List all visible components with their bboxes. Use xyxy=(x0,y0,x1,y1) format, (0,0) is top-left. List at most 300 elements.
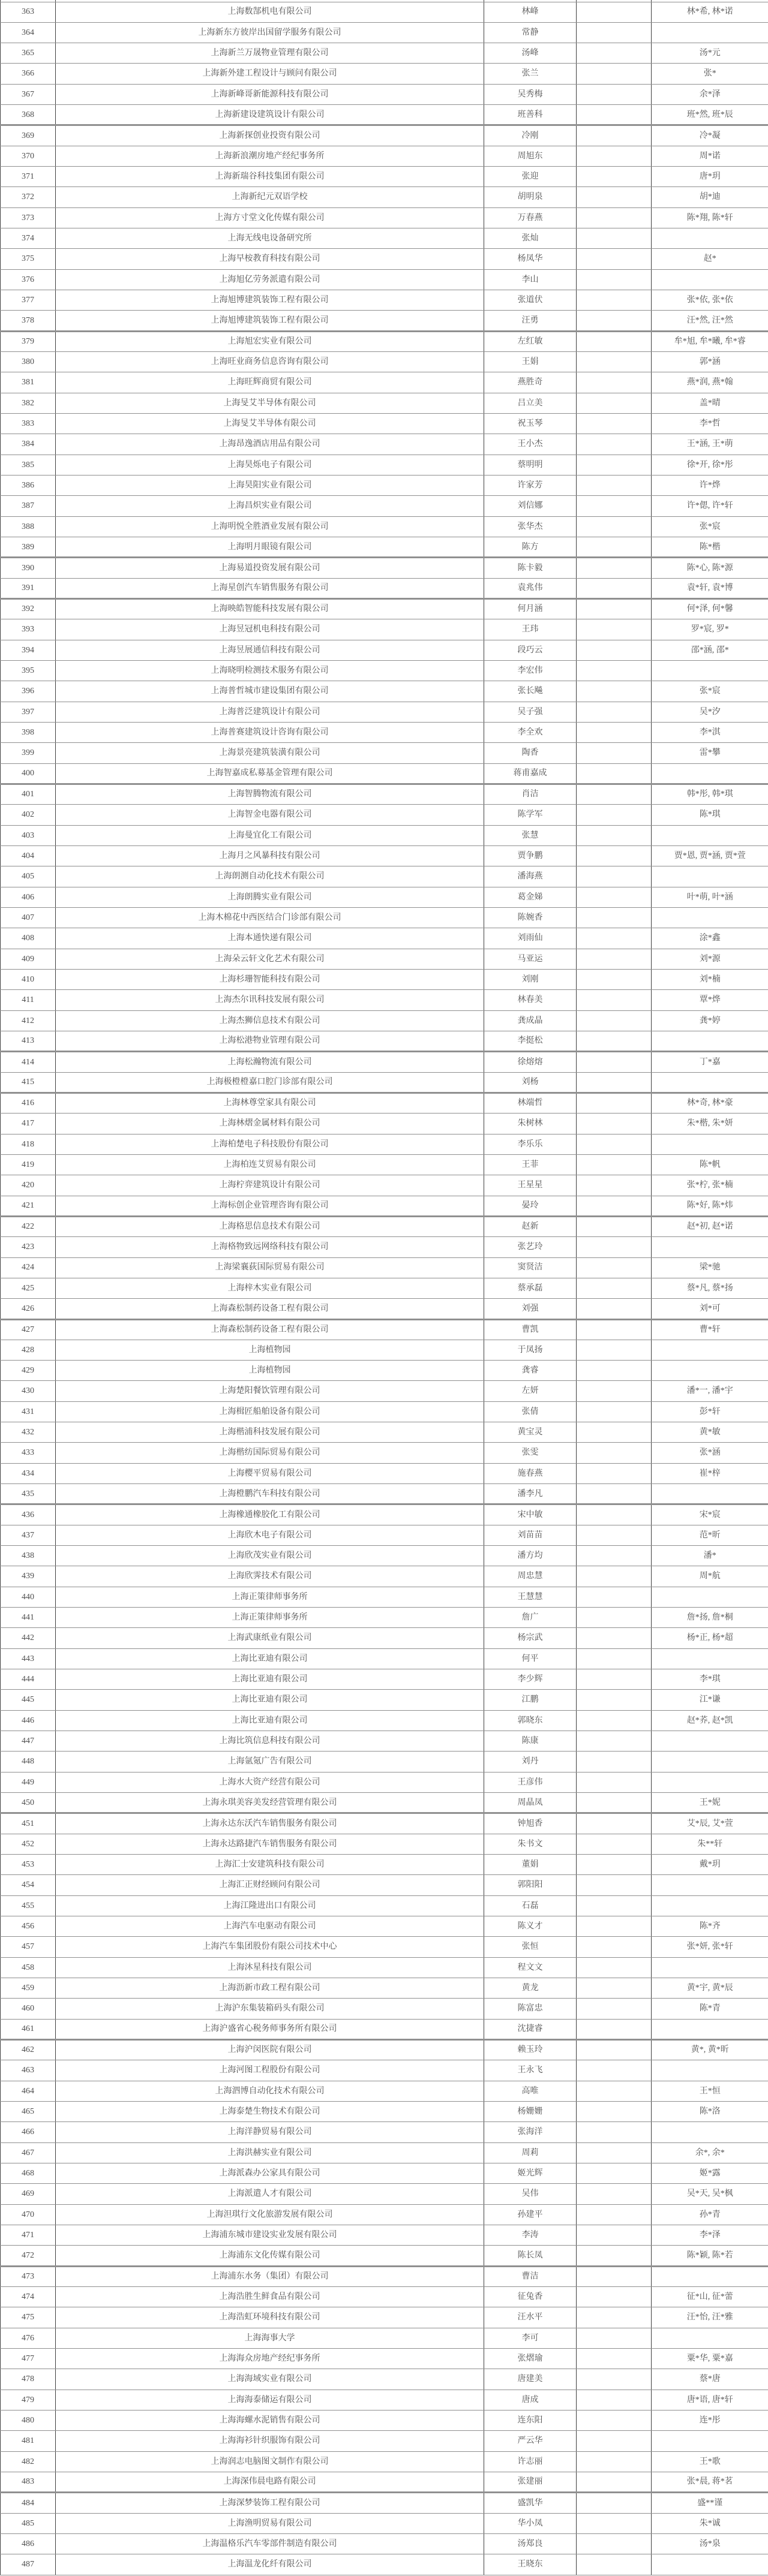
empty-cell xyxy=(577,2472,652,2492)
table-row xyxy=(1,763,768,784)
person-name-cell: 王小杰 xyxy=(484,434,577,455)
company-name-cell: 上海新东方彼岸出国留学服务有限公司 xyxy=(56,22,484,43)
company-name-cell: 上海旭亿劳务派遣有限公司 xyxy=(56,269,484,290)
row-number-cell: 409 xyxy=(1,949,56,969)
row-number-cell: 394 xyxy=(1,640,56,660)
masked-names-cell xyxy=(652,907,768,928)
masked-names-cell: 粟*华, 粟*嘉 xyxy=(652,2348,768,2369)
company-name-cell: 上海昱冠机电科技有限公司 xyxy=(56,619,484,640)
person-name-cell: 常静 xyxy=(484,22,577,43)
table-row xyxy=(1,2410,768,2430)
row-number-cell: 418 xyxy=(1,1134,56,1154)
table-row xyxy=(1,990,768,1010)
person-name-cell: 郭晓东 xyxy=(484,1710,577,1731)
row-number-cell: 424 xyxy=(1,1257,56,1278)
masked-names-cell: 牟*旭, 牟*曦, 牟*睿 xyxy=(652,331,768,351)
row-number-cell: 403 xyxy=(1,825,56,845)
masked-names-cell xyxy=(652,269,768,290)
masked-names-cell xyxy=(652,1134,768,1154)
empty-cell xyxy=(577,84,652,104)
table-row xyxy=(1,1895,768,1916)
empty-cell xyxy=(577,1793,652,1813)
empty-cell xyxy=(577,22,652,43)
empty-cell xyxy=(577,722,652,742)
empty-cell xyxy=(577,1710,652,1731)
row-number-cell: 388 xyxy=(1,516,56,537)
empty-cell xyxy=(577,2390,652,2410)
empty-cell xyxy=(577,1093,652,1113)
company-name-cell: 上海新瑞谷科技集团有限公司 xyxy=(56,167,484,187)
row-number-cell: 364 xyxy=(1,22,56,43)
masked-names-cell: 黄*宇, 黄*辰 xyxy=(652,1978,768,1999)
company-name-cell: 上海朗测自动化技术有限公司 xyxy=(56,866,484,887)
table-row xyxy=(1,290,768,311)
empty-cell xyxy=(577,845,652,866)
empty-cell xyxy=(577,105,652,125)
company-name-cell: 上海明月眼镜有限公司 xyxy=(56,537,484,558)
company-name-cell: 上海橡通橡胶化工有限公司 xyxy=(56,1504,484,1525)
masked-names-cell xyxy=(652,1895,768,1916)
table-row xyxy=(1,2513,768,2533)
person-name-cell: 朱书文 xyxy=(484,1834,577,1854)
masked-names-cell: 曹*轩 xyxy=(652,1319,768,1340)
empty-cell xyxy=(577,1175,652,1196)
masked-names-cell xyxy=(652,1875,768,1895)
table-row xyxy=(1,228,768,249)
person-name-cell: 张华杰 xyxy=(484,516,577,537)
masked-names-cell: 杨*正, 杨*超 xyxy=(652,1628,768,1648)
empty-cell xyxy=(577,763,652,784)
person-name-cell: 郭阳阳 xyxy=(484,1875,577,1895)
empty-cell xyxy=(577,1916,652,1937)
row-number-cell: 451 xyxy=(1,1813,56,1834)
person-name-cell: 黄龙 xyxy=(484,1978,577,1999)
table-row xyxy=(1,2246,768,2266)
company-name-cell: 上海樱平贸易有限公司 xyxy=(56,1463,484,1483)
masked-names-cell xyxy=(652,2122,768,2142)
masked-names-cell: 孙*青 xyxy=(652,2204,768,2225)
company-name-cell: 上海杰尔讯科技发展有限公司 xyxy=(56,990,484,1010)
row-number-cell: 479 xyxy=(1,2390,56,2410)
row-number-cell: 481 xyxy=(1,2431,56,2451)
company-name-cell: 上海映皓智能科技发展有限公司 xyxy=(56,599,484,619)
empty-cell xyxy=(577,1669,652,1690)
masked-names-cell: 蔡*唐 xyxy=(652,2369,768,2390)
masked-names-cell: 李*泽 xyxy=(652,2225,768,2245)
empty-cell xyxy=(577,1299,652,1319)
person-name-cell: 吕立美 xyxy=(484,393,577,413)
company-name-cell: 上海曼宜化工有限公司 xyxy=(56,825,484,845)
masked-names-cell: 连*彤 xyxy=(652,2410,768,2430)
masked-names-cell: 何*泽, 何*馨 xyxy=(652,599,768,619)
person-name-cell: 杨凤华 xyxy=(484,249,577,269)
empty-cell xyxy=(577,64,652,84)
masked-names-cell: 刘*楠 xyxy=(652,969,768,989)
company-name-cell: 上海杉珊智能科技有限公司 xyxy=(56,969,484,989)
table-row xyxy=(1,1669,768,1690)
person-name-cell: 龚成晶 xyxy=(484,1010,577,1031)
company-name-cell: 上海森松制药设备工程有限公司 xyxy=(56,1319,484,1340)
person-name-cell: 杨宗武 xyxy=(484,1628,577,1648)
masked-names-cell: 陈*琪 xyxy=(652,805,768,825)
masked-names-cell: 潘*一, 潘*宇 xyxy=(652,1381,768,1401)
table-row xyxy=(1,1855,768,1875)
company-name-cell: 上海星创汽车销售服务有限公司 xyxy=(56,578,484,598)
company-name-cell: 上海昊烁电子有限公司 xyxy=(56,455,484,475)
company-name-cell: 上海海域实业有限公司 xyxy=(56,2369,484,2390)
person-name-cell: 林峰 xyxy=(484,2,577,22)
company-name-cell: 上海数郜机电有限公司 xyxy=(56,2,484,22)
company-name-cell: 上海欣木电子有限公司 xyxy=(56,1525,484,1545)
masked-names-cell xyxy=(652,2019,768,2039)
company-name-cell: 上海浦东文化传媒有限公司 xyxy=(56,2246,484,2266)
masked-names-cell: 张*宸 xyxy=(652,681,768,702)
company-name-cell: 上海新建设建筑设计有限公司 xyxy=(56,105,484,125)
row-number-cell: 392 xyxy=(1,599,56,619)
table-row xyxy=(1,1937,768,1957)
table-row xyxy=(1,1504,768,1525)
row-number-cell: 389 xyxy=(1,537,56,558)
person-name-cell: 许家芳 xyxy=(484,476,577,496)
row-number-cell: 430 xyxy=(1,1381,56,1401)
person-name-cell: 唐成 xyxy=(484,2390,577,2410)
person-name-cell: 征兔香 xyxy=(484,2286,577,2307)
table-row xyxy=(1,1052,768,1072)
empty-cell xyxy=(577,125,652,146)
row-number-cell: 426 xyxy=(1,1299,56,1319)
person-name-cell: 詹广 xyxy=(484,1608,577,1628)
table-row xyxy=(1,496,768,516)
row-number-cell: 474 xyxy=(1,2286,56,2307)
company-name-cell: 上海楫匠船舶设备有限公司 xyxy=(56,1401,484,1422)
row-number-cell: 463 xyxy=(1,2060,56,2081)
empty-cell xyxy=(577,1463,652,1483)
person-name-cell: 刘强 xyxy=(484,1299,577,1319)
empty-cell xyxy=(577,1813,652,1834)
company-name-cell: 上海旭博建筑装饰工程有限公司 xyxy=(56,311,484,331)
person-name-cell: 段巧云 xyxy=(484,640,577,660)
empty-cell xyxy=(577,1504,652,1525)
row-number-cell: 429 xyxy=(1,1361,56,1381)
company-name-cell: 上海泗博自动化技术有限公司 xyxy=(56,2081,484,2101)
empty-cell xyxy=(577,2533,652,2554)
empty-cell xyxy=(577,784,652,804)
person-name-cell: 陈康 xyxy=(484,1731,577,1752)
person-name-cell: 华小凤 xyxy=(484,2513,577,2533)
company-name-cell: 上海极橙橙嘉口腔门诊部有限公司 xyxy=(56,1072,484,1093)
person-name-cell: 徐熔熔 xyxy=(484,1052,577,1072)
masked-names-cell: 朱**轩 xyxy=(652,1834,768,1854)
person-name-cell: 张雯 xyxy=(484,1443,577,1463)
masked-names-cell xyxy=(652,1340,768,1360)
person-name-cell: 陈婉香 xyxy=(484,907,577,928)
row-number-cell: 417 xyxy=(1,1114,56,1134)
person-name-cell: 石磊 xyxy=(484,1895,577,1916)
row-number-cell: 386 xyxy=(1,476,56,496)
company-name-cell: 上海氩氪广告有限公司 xyxy=(56,1752,484,1772)
company-name-cell: 上海派遣人才有限公司 xyxy=(56,2184,484,2204)
table-row xyxy=(1,269,768,290)
masked-names-cell: 周*航 xyxy=(652,1566,768,1587)
person-name-cell: 蔡承磊 xyxy=(484,1278,577,1298)
masked-names-cell xyxy=(652,866,768,887)
row-number-cell: 486 xyxy=(1,2533,56,2554)
empty-cell xyxy=(577,537,652,558)
empty-cell xyxy=(577,1154,652,1175)
empty-cell xyxy=(577,1752,652,1772)
empty-cell xyxy=(577,1443,652,1463)
person-name-cell: 汤郑良 xyxy=(484,2533,577,2554)
table-row xyxy=(1,414,768,434)
table-row xyxy=(1,805,768,825)
empty-cell xyxy=(577,414,652,434)
masked-names-cell: 张*宸 xyxy=(652,516,768,537)
table-row xyxy=(1,476,768,496)
empty-cell xyxy=(577,372,652,393)
row-number-cell: 412 xyxy=(1,1010,56,1031)
person-name-cell: 赖玉玲 xyxy=(484,2039,577,2060)
company-name-cell: 上海深梦装饰工程有限公司 xyxy=(56,2493,484,2513)
table-row xyxy=(1,146,768,166)
row-number-cell: 415 xyxy=(1,1072,56,1093)
person-name-cell: 张艺玲 xyxy=(484,1237,577,1257)
empty-cell xyxy=(577,187,652,207)
row-number-cell: 395 xyxy=(1,661,56,681)
person-name-cell: 吴子强 xyxy=(484,702,577,722)
row-number-cell: 376 xyxy=(1,269,56,290)
empty-cell xyxy=(577,2225,652,2245)
masked-names-cell: 赵*初, 赵*诺 xyxy=(652,1216,768,1236)
masked-names-cell: 余*泽 xyxy=(652,84,768,104)
person-name-cell: 严云华 xyxy=(484,2431,577,2451)
company-name-cell: 上海植物园 xyxy=(56,1340,484,1360)
table-row xyxy=(1,2493,768,2513)
person-name-cell: 汪水平 xyxy=(484,2307,577,2328)
company-name-cell: 上海杰狮信息技术有限公司 xyxy=(56,1010,484,1031)
masked-names-cell: 汪*怡, 汪*雅 xyxy=(652,2307,768,2328)
row-number-cell: 428 xyxy=(1,1340,56,1360)
masked-names-cell: 涂*鑫 xyxy=(652,928,768,949)
row-number-cell: 461 xyxy=(1,2019,56,2039)
table-row xyxy=(1,43,768,64)
masked-names-cell: 丁*嘉 xyxy=(652,1052,768,1072)
table-row xyxy=(1,1196,768,1216)
company-name-cell: 上海浦东水务（集团）有限公司 xyxy=(56,2266,484,2286)
table-row xyxy=(1,661,768,681)
empty-cell xyxy=(577,743,652,763)
row-number-cell: 459 xyxy=(1,1978,56,1999)
empty-cell xyxy=(577,2513,652,2533)
row-number-cell: 441 xyxy=(1,1608,56,1628)
table-row xyxy=(1,1772,768,1792)
masked-names-cell xyxy=(652,22,768,43)
masked-names-cell: 姬*露 xyxy=(652,2163,768,2183)
masked-names-cell xyxy=(652,2328,768,2348)
masked-names-cell: 陈*心, 陈*源 xyxy=(652,558,768,578)
masked-names-cell: 赵*荞, 赵*凯 xyxy=(652,1710,768,1731)
company-name-cell: 上海楷浦科技发展有限公司 xyxy=(56,1422,484,1443)
table-row xyxy=(1,105,768,125)
row-number-cell: 368 xyxy=(1,105,56,125)
empty-cell xyxy=(577,1957,652,1978)
company-name-cell: 上海渔明贸易有限公司 xyxy=(56,2513,484,2533)
table-row xyxy=(1,1628,768,1648)
table-row xyxy=(1,372,768,393)
table-row xyxy=(1,1608,768,1628)
empty-cell xyxy=(577,1587,652,1607)
empty-cell xyxy=(577,1608,652,1628)
empty-cell xyxy=(577,2266,652,2286)
company-name-cell: 上海楚阳餐饮管理有限公司 xyxy=(56,1381,484,1401)
masked-names-cell: 江*谦 xyxy=(652,1690,768,1710)
table-row xyxy=(1,352,768,372)
table-row xyxy=(1,1114,768,1134)
company-name-cell: 上海昊阳实业有限公司 xyxy=(56,476,484,496)
person-name-cell: 万春燕 xyxy=(484,207,577,228)
masked-names-cell: 林*希, 林*诺 xyxy=(652,2,768,22)
masked-names-cell xyxy=(652,2266,768,2286)
table-row xyxy=(1,1093,768,1113)
empty-cell xyxy=(577,2451,652,2472)
empty-cell xyxy=(577,1546,652,1566)
company-name-cell: 上海梓木实业有限公司 xyxy=(56,1278,484,1298)
person-name-cell: 刘苗苗 xyxy=(484,1525,577,1545)
row-number-cell: 466 xyxy=(1,2122,56,2142)
company-name-cell: 上海正策律师事务所 xyxy=(56,1587,484,1607)
masked-names-cell: 张* xyxy=(652,64,768,84)
table-row xyxy=(1,1072,768,1093)
company-name-cell: 上海森松制药设备工程有限公司 xyxy=(56,1299,484,1319)
empty-cell xyxy=(577,1566,652,1587)
empty-cell xyxy=(577,1855,652,1875)
masked-names-cell: 许*烨 xyxy=(652,476,768,496)
person-name-cell: 班善科 xyxy=(484,105,577,125)
person-name-cell: 张海洋 xyxy=(484,2122,577,2142)
table-row xyxy=(1,125,768,146)
row-number-cell: 380 xyxy=(1,352,56,372)
row-number-cell: 363 xyxy=(1,2,56,22)
row-number-cell: 416 xyxy=(1,1093,56,1113)
company-name-cell: 上海正策律师事务所 xyxy=(56,1608,484,1628)
person-name-cell: 陈长凤 xyxy=(484,2246,577,2266)
person-name-cell: 袁兆伟 xyxy=(484,578,577,598)
table-row xyxy=(1,2019,768,2039)
company-name-cell: 上海沪盛省心税务师事务所有限公司 xyxy=(56,2019,484,2039)
empty-cell xyxy=(577,2081,652,2101)
empty-cell xyxy=(577,619,652,640)
company-name-cell: 上海晓明检测技术服务有限公司 xyxy=(56,661,484,681)
table-row xyxy=(1,1731,768,1752)
empty-cell xyxy=(577,331,652,351)
row-number-cell: 427 xyxy=(1,1319,56,1340)
empty-cell xyxy=(577,1628,652,1648)
empty-cell xyxy=(577,2101,652,2121)
table-row xyxy=(1,22,768,43)
company-name-cell: 上海林尊堂家具有限公司 xyxy=(56,1093,484,1113)
company-name-cell: 上海沐星科技有限公司 xyxy=(56,1957,484,1978)
table-row xyxy=(1,2142,768,2163)
empty-cell xyxy=(577,228,652,249)
person-name-cell: 曹洁 xyxy=(484,2266,577,2286)
empty-cell xyxy=(577,1072,652,1093)
row-number-cell: 471 xyxy=(1,2225,56,2245)
table-row xyxy=(1,578,768,598)
person-name-cell: 李可 xyxy=(484,2328,577,2348)
row-number-cell: 450 xyxy=(1,1793,56,1813)
masked-names-cell: 许*偲, 许*轩 xyxy=(652,496,768,516)
table-row xyxy=(1,2,768,22)
table-row xyxy=(1,2286,768,2307)
row-number-cell: 402 xyxy=(1,805,56,825)
person-name-cell: 左妍 xyxy=(484,1381,577,1401)
table-row xyxy=(1,702,768,722)
person-name-cell: 肖洁 xyxy=(484,784,577,804)
person-name-cell: 葛金娣 xyxy=(484,887,577,907)
table-row xyxy=(1,928,768,949)
masked-names-cell: 邵*涵, 邵* xyxy=(652,640,768,660)
person-name-cell: 于凤扬 xyxy=(484,1340,577,1360)
empty-cell xyxy=(577,2369,652,2390)
person-name-cell: 李宏伟 xyxy=(484,661,577,681)
table-row xyxy=(1,887,768,907)
masked-names-cell xyxy=(652,2431,768,2451)
empty-cell xyxy=(577,1422,652,1443)
company-name-cell: 上海昂逸酒店用品有限公司 xyxy=(56,434,484,455)
company-name-cell: 上海派森办公家具有限公司 xyxy=(56,2163,484,2183)
row-number-cell: 468 xyxy=(1,2163,56,2183)
table-row xyxy=(1,2348,768,2369)
company-name-cell: 上海汇正财经顾问有限公司 xyxy=(56,1875,484,1895)
empty-cell xyxy=(577,352,652,372)
table-row xyxy=(1,1154,768,1175)
row-number-cell: 465 xyxy=(1,2101,56,2121)
empty-cell xyxy=(577,2348,652,2369)
masked-names-cell: 贾*恩, 贾*涵, 贾*萱 xyxy=(652,845,768,866)
company-name-cell: 上海柏楚电子科技股份有限公司 xyxy=(56,1134,484,1154)
row-number-cell: 423 xyxy=(1,1237,56,1257)
person-name-cell: 钟旭香 xyxy=(484,1813,577,1834)
table-row xyxy=(1,949,768,969)
row-number-cell: 435 xyxy=(1,1484,56,1504)
row-number-cell: 381 xyxy=(1,372,56,393)
empty-cell xyxy=(577,990,652,1010)
empty-cell xyxy=(577,146,652,166)
table-row xyxy=(1,2101,768,2121)
empty-cell xyxy=(577,1237,652,1257)
table-row xyxy=(1,1463,768,1483)
empty-cell xyxy=(577,455,652,475)
row-number-cell: 366 xyxy=(1,64,56,84)
row-number-cell: 462 xyxy=(1,2039,56,2060)
empty-cell xyxy=(577,1257,652,1278)
company-name-cell: 上海智嘉成私募基金管理有限公司 xyxy=(56,763,484,784)
row-number-cell: 433 xyxy=(1,1443,56,1463)
masked-names-cell: 戴*玥 xyxy=(652,1855,768,1875)
empty-cell xyxy=(577,805,652,825)
row-number-cell: 439 xyxy=(1,1566,56,1587)
company-name-cell: 上海润志电脑图文制作有限公司 xyxy=(56,2451,484,2472)
masked-names-cell: 龚*婷 xyxy=(652,1010,768,1031)
company-name-cell: 上海景亮建筑装潢有限公司 xyxy=(56,743,484,763)
company-name-cell: 上海海事大学 xyxy=(56,2328,484,2348)
masked-names-cell: 黄*敏 xyxy=(652,1422,768,1443)
table-row xyxy=(1,1278,768,1298)
masked-names-cell xyxy=(652,825,768,845)
table-row xyxy=(1,2266,768,2286)
table-row xyxy=(1,558,768,578)
empty-cell xyxy=(577,2019,652,2039)
person-name-cell: 胡明泉 xyxy=(484,187,577,207)
